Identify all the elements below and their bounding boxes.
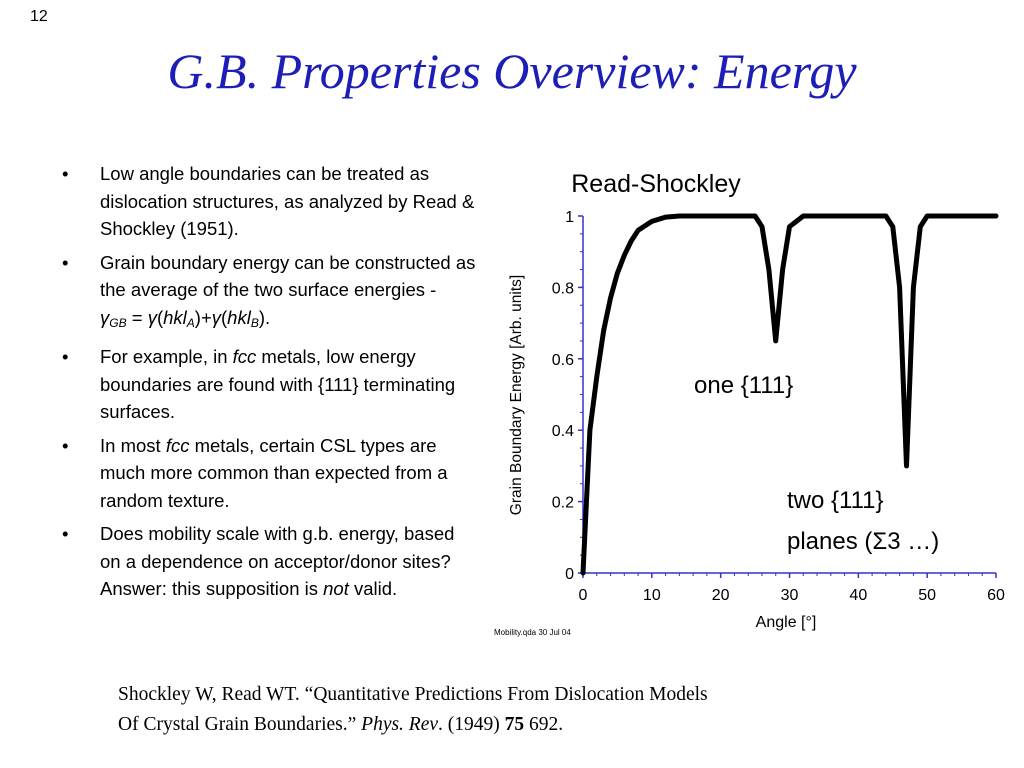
bullet-marker: • xyxy=(62,163,69,184)
y-tick-label: 0.8 xyxy=(551,280,574,298)
paren-open: ( xyxy=(156,306,164,328)
subscript-gb: GB xyxy=(109,315,127,330)
gamma-symbol: γ xyxy=(100,306,110,328)
bullet-text-post: metals, low energy boundaries are found with {111} terminating surfaces. xyxy=(100,346,456,422)
annotation-two-111: two {111} xyxy=(787,487,884,514)
x-tick-label: 10 xyxy=(642,587,661,604)
hkl-text: hkl xyxy=(227,306,251,328)
x-axis-label: Angle [°] xyxy=(755,614,817,631)
subscript-a: A xyxy=(186,315,195,330)
citation-text: Of Crystal Grain Boundaries.” xyxy=(118,714,362,735)
gamma-symbol: γ xyxy=(147,306,157,328)
y-axis-label: Grain Boundary Energy [Arb. units] xyxy=(508,274,525,516)
bullet-marker: • xyxy=(62,346,69,367)
x-tick-label: 40 xyxy=(849,587,868,604)
bullet-text-post: metals, certain CSL types are much more common than expected from a random texture. xyxy=(100,434,448,511)
list-item xyxy=(62,432,480,515)
subscript-b: B xyxy=(250,315,259,330)
chart-container xyxy=(490,160,1020,650)
equals-sign: = xyxy=(126,306,148,328)
x-tick-label: 20 xyxy=(711,587,730,604)
annotation-planes-sigma3: planes (Σ3 …) xyxy=(787,528,940,555)
paren-close: ). xyxy=(258,306,271,328)
x-tick-label: 30 xyxy=(780,587,799,604)
x-tick-label: 50 xyxy=(918,587,937,604)
paren-open: ( xyxy=(221,306,228,328)
y-tick-label: 1 xyxy=(565,209,574,226)
y-tick-label: 0 xyxy=(565,566,574,583)
bullet-text-pre: For example, in xyxy=(100,346,233,367)
bullet-list xyxy=(62,160,480,609)
citation-line-1: Shockley W, Read WT. “Quantitative Predictions From Dislocation Models xyxy=(118,684,708,705)
x-tick-label: 60 xyxy=(987,587,1005,604)
footer-note: Mobility.qda 30 Jul 04 xyxy=(494,628,571,637)
list-item xyxy=(62,160,480,243)
x-tick-label: 0 xyxy=(578,587,588,604)
plus-text: )+ xyxy=(194,306,212,328)
fcc-text: fcc xyxy=(232,346,257,367)
page-number: 692. xyxy=(524,714,564,735)
bullet-marker: • xyxy=(62,434,69,456)
citation-line-2 xyxy=(118,710,708,740)
bullet-text: Grain boundary energy can be constructed as the average of the two surface energies - xyxy=(100,251,476,300)
y-tick-label: 0.2 xyxy=(551,494,574,512)
bullet-text: Low angle boundaries can be treated as dislocation structures, as analyzed by Read & Shockley (1951). xyxy=(100,163,475,239)
bullet-text-post: valid. xyxy=(348,578,398,599)
list-item xyxy=(62,343,480,426)
bullet-marker: • xyxy=(62,251,69,273)
y-tick-label: 0.4 xyxy=(551,423,574,441)
list-item xyxy=(62,249,480,338)
journal-name: Phys. Rev xyxy=(361,714,439,735)
bullet-marker: • xyxy=(62,523,69,544)
y-tick-label: 0.6 xyxy=(551,351,574,369)
annotation-one-111: one {111} xyxy=(694,372,794,399)
slide-number: 12 xyxy=(30,8,48,25)
bullet-text-pre: Does mobility scale with g.b. energy, based on a dependence on acceptor/donor sites? Answer: this supposition is xyxy=(100,523,455,599)
page-title: G.B. Properties Overview: Energy xyxy=(167,43,857,99)
fcc-text: fcc xyxy=(165,434,190,456)
list-item xyxy=(62,520,480,603)
energy-chart xyxy=(490,160,1020,650)
citation-year: . (1949) xyxy=(438,714,505,735)
not-text: not xyxy=(323,578,349,599)
chart-title: Read-Shockley xyxy=(571,170,741,198)
volume-number: 75 xyxy=(504,714,525,735)
hkl-text: hkl xyxy=(163,306,187,328)
formula xyxy=(100,307,270,328)
citation xyxy=(118,680,708,740)
gamma-symbol: γ xyxy=(211,306,221,328)
bullet-text-pre: In most xyxy=(100,434,166,456)
